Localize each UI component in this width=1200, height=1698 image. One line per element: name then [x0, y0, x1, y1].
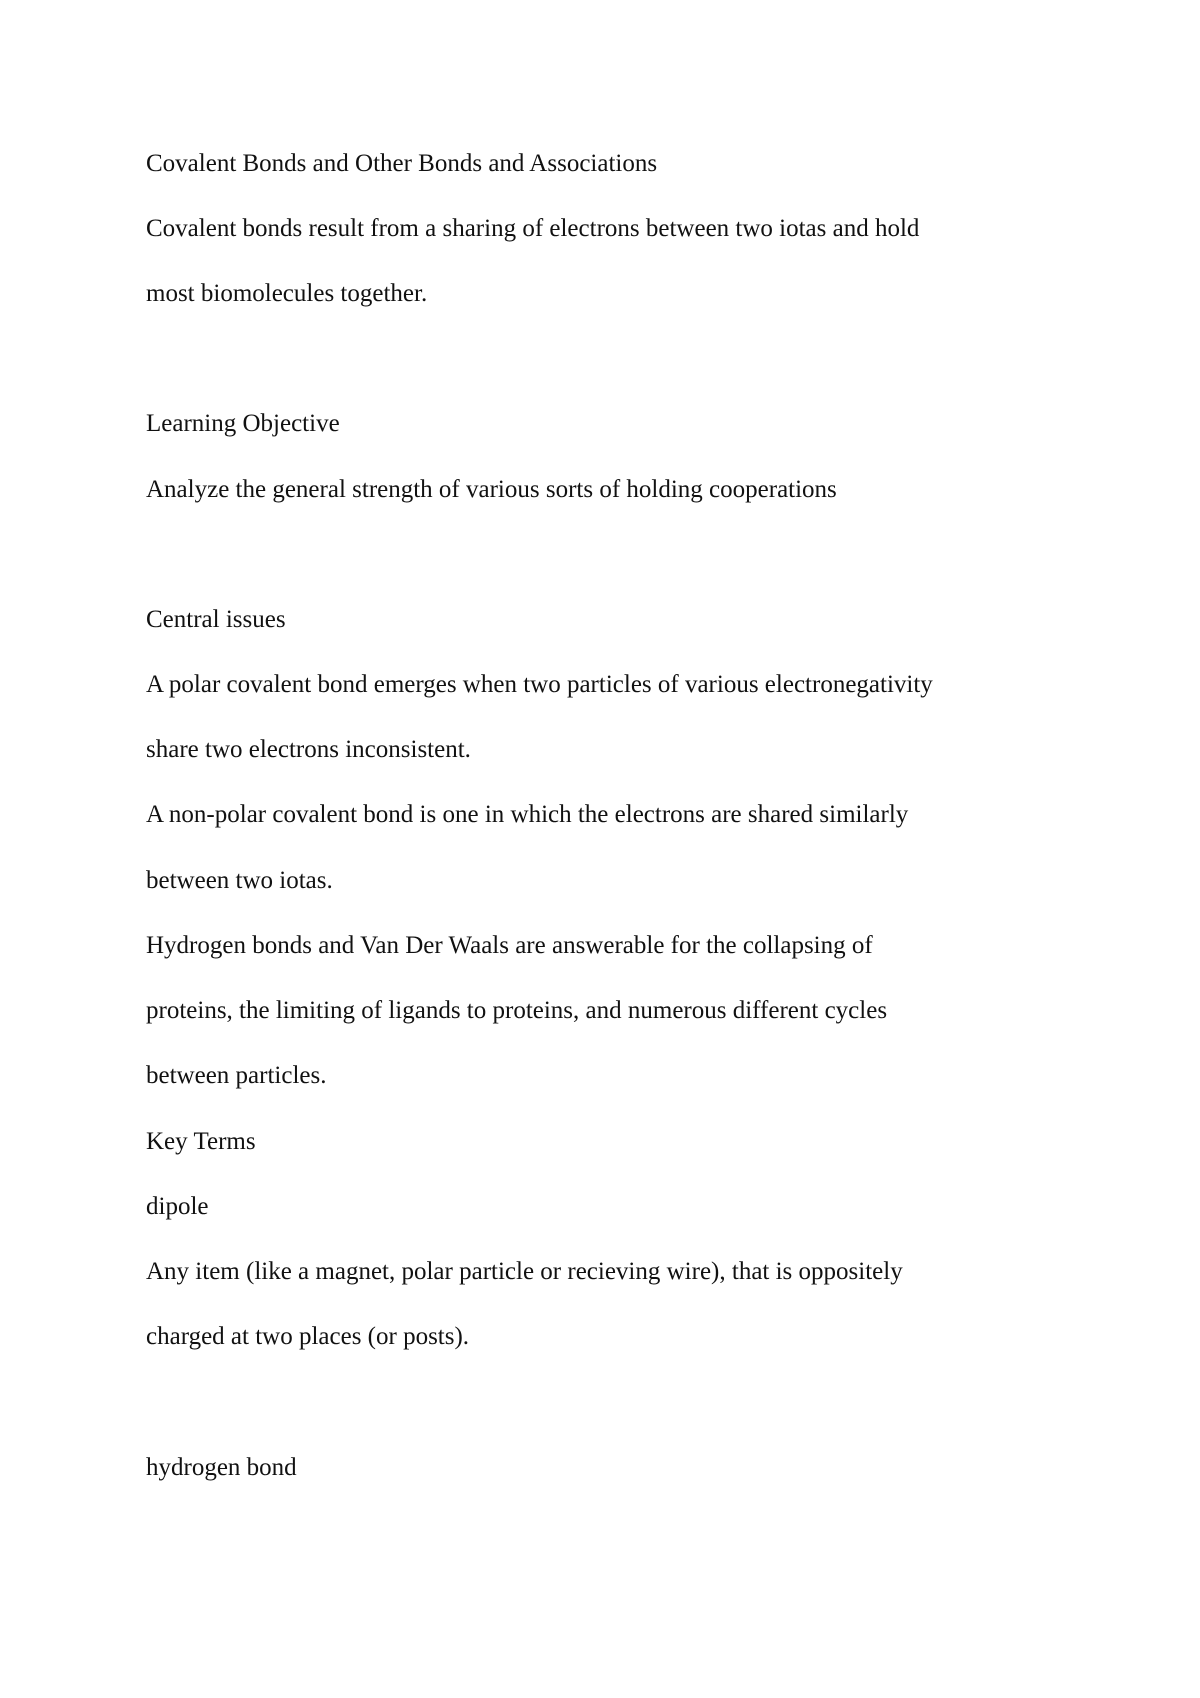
intro-line-2: most biomolecules together.: [146, 280, 428, 307]
central-issues-line-5: Hydrogen bonds and Van Der Waals are answerable for the collapsing of: [146, 932, 873, 959]
central-issues-line-1: A polar covalent bond emerges when two particles of various electronegativity: [146, 671, 933, 698]
dipole-definition-line-1: Any item (like a magnet, polar particle or recieving wire), that is oppositely: [146, 1258, 903, 1285]
central-issues-line-7: between particles.: [146, 1062, 327, 1089]
central-issues-line-3: A non-polar covalent bond is one in which the electrons are shared similarly: [146, 801, 909, 828]
central-issues-heading: Central issues: [146, 606, 286, 633]
document-title: Covalent Bonds and Other Bonds and Associations: [146, 150, 658, 177]
term-hydrogen-bond: hydrogen bond: [146, 1454, 297, 1481]
key-terms-heading: Key Terms: [146, 1128, 256, 1155]
learning-objective-heading: Learning Objective: [146, 410, 340, 437]
term-dipole: dipole: [146, 1193, 209, 1220]
central-issues-line-2: share two electrons inconsistent.: [146, 736, 471, 763]
dipole-definition-line-2: charged at two places (or posts).: [146, 1323, 470, 1350]
central-issues-line-6: proteins, the limiting of ligands to proteins, and numerous different cycles: [146, 997, 888, 1024]
learning-objective-text: Analyze the general strength of various sorts of holding cooperations: [146, 476, 837, 503]
intro-line-1: Covalent bonds result from a sharing of electrons between two iotas and hold: [146, 215, 920, 242]
central-issues-line-4: between two iotas.: [146, 867, 333, 894]
